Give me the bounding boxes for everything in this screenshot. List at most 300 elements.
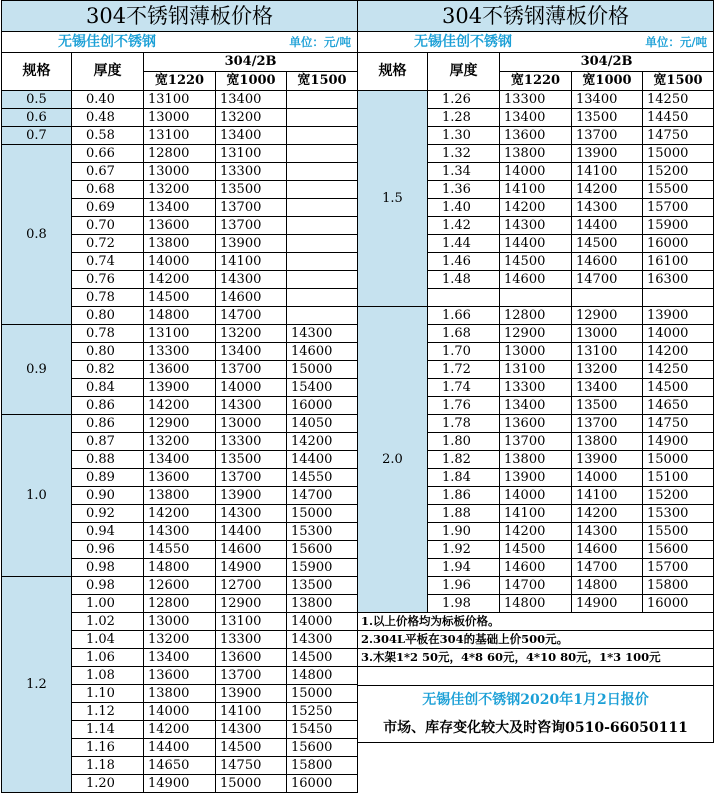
- thickness-cell: 1.84: [428, 469, 500, 487]
- price-cell: 14300: [572, 523, 643, 541]
- grade-header: 304/2B: [500, 53, 714, 72]
- brand-cell: [2, 32, 358, 53]
- note-row: [358, 631, 714, 649]
- price-cell: 14300: [287, 325, 358, 343]
- price-cell: 15000: [643, 451, 714, 469]
- thickness-cell: 1.88: [428, 505, 500, 523]
- thickness-cell: 1.66: [428, 307, 500, 325]
- price-cell: 14400: [144, 739, 216, 757]
- price-cell: 13500: [216, 181, 287, 199]
- price-cell: 12900: [216, 595, 287, 613]
- price-cell: 15500: [643, 181, 714, 199]
- price-cell: 16000: [643, 595, 714, 613]
- price-cell: 12600: [144, 577, 216, 595]
- price-cell: 13400: [144, 649, 216, 667]
- price-cell: 14750: [643, 127, 714, 145]
- price-cell: 12800: [500, 307, 572, 325]
- price-cell: 13600: [144, 667, 216, 685]
- grade-header: 304/2B: [144, 53, 358, 72]
- price-cell: 15000: [287, 505, 358, 523]
- price-cell: 14300: [216, 271, 287, 289]
- price-cell: [287, 163, 358, 181]
- thickness-cell: 1.08: [72, 667, 144, 685]
- price-row: [2, 415, 358, 433]
- price-cell: 14700: [500, 577, 572, 595]
- price-cell: [287, 253, 358, 271]
- price-cell: 14700: [572, 271, 643, 289]
- price-cell: 13600: [500, 127, 572, 145]
- price-cell: 14300: [144, 523, 216, 541]
- spec-cell: 0.5: [2, 91, 72, 109]
- price-cell: 13100: [572, 343, 643, 361]
- price-cell: 14900: [572, 595, 643, 613]
- price-cell: 13400: [572, 379, 643, 397]
- thickness-cell: 1.94: [428, 559, 500, 577]
- price-cell: 12800: [144, 595, 216, 613]
- price-cell: 14100: [500, 181, 572, 199]
- price-cell: 13100: [216, 145, 287, 163]
- price-cell: 13900: [216, 235, 287, 253]
- price-cell: 13000: [144, 109, 216, 127]
- price-cell: 12900: [144, 415, 216, 433]
- price-cell: 13700: [216, 217, 287, 235]
- price-cell: 13400: [500, 397, 572, 415]
- price-cell: 13300: [216, 631, 287, 649]
- price-cell: 13400: [144, 451, 216, 469]
- price-cell: [287, 235, 358, 253]
- price-cell: 16000: [643, 235, 714, 253]
- price-cell: 16000: [287, 775, 358, 793]
- width-header: 宽1500: [287, 72, 358, 91]
- price-cell: 15700: [643, 199, 714, 217]
- price-cell: 13200: [144, 181, 216, 199]
- price-cell: 14650: [643, 397, 714, 415]
- price-cell: 15000: [287, 361, 358, 379]
- price-cell: 14100: [572, 487, 643, 505]
- price-cell: 16000: [287, 397, 358, 415]
- sheet-title: 304不锈钢薄板价格: [358, 1, 714, 32]
- thickness-cell: 1.74: [428, 379, 500, 397]
- thickness-cell: 1.76: [428, 397, 500, 415]
- thickness-cell: 1.70: [428, 343, 500, 361]
- price-cell: 13700: [216, 667, 287, 685]
- price-cell: 13700: [216, 469, 287, 487]
- price-cell: 13800: [500, 145, 572, 163]
- footer-quote-row: [358, 686, 714, 715]
- price-cell: 15200: [643, 163, 714, 181]
- brand-row: [358, 32, 714, 53]
- price-cell: 15000: [643, 145, 714, 163]
- price-cell: 13600: [216, 649, 287, 667]
- price-cell: 13700: [572, 415, 643, 433]
- price-cell: 14500: [287, 649, 358, 667]
- price-cell: 14600: [572, 253, 643, 271]
- thickness-cell: 0.78: [72, 289, 144, 307]
- spec-cell: 0.9: [2, 325, 72, 415]
- price-cell: 15200: [643, 487, 714, 505]
- left-price-table-wrapper: [1, 0, 358, 793]
- thickness-cell: 0.86: [72, 397, 144, 415]
- thickness-cell: 1.04: [72, 631, 144, 649]
- price-cell: 13600: [144, 361, 216, 379]
- price-cell: 14500: [643, 379, 714, 397]
- price-cell: 16300: [643, 271, 714, 289]
- price-cell: 14500: [500, 541, 572, 559]
- price-cell: 14600: [500, 271, 572, 289]
- price-cell: 14700: [216, 307, 287, 325]
- price-cell: 15300: [643, 505, 714, 523]
- price-cell: 15250: [287, 703, 358, 721]
- price-cell: [287, 91, 358, 109]
- price-cell: [643, 289, 714, 307]
- price-cell: 13100: [216, 613, 287, 631]
- price-cell: 13300: [144, 343, 216, 361]
- price-cell: 14200: [572, 181, 643, 199]
- price-cell: 13600: [144, 469, 216, 487]
- price-cell: 14100: [216, 253, 287, 271]
- thickness-cell: 0.80: [72, 307, 144, 325]
- price-cell: 15700: [643, 559, 714, 577]
- price-cell: 14000: [500, 163, 572, 181]
- brand-cell: [358, 32, 714, 53]
- thickness-cell: 0.67: [72, 163, 144, 181]
- title-row: [2, 1, 358, 32]
- price-cell: [287, 307, 358, 325]
- price-cell: 14550: [144, 541, 216, 559]
- price-cell: 14200: [287, 433, 358, 451]
- blank-cell: [358, 667, 714, 686]
- thickness-cell: 0.90: [72, 487, 144, 505]
- sheet-title: 304不锈钢薄板价格: [2, 1, 358, 32]
- width-header: 宽1000: [216, 72, 287, 91]
- thickness-cell: 0.98: [72, 559, 144, 577]
- price-cell: 13900: [144, 379, 216, 397]
- thickness-cell: 0.96: [72, 541, 144, 559]
- thickness-cell: 0.78: [72, 325, 144, 343]
- price-cell: 14100: [500, 505, 572, 523]
- price-cell: 14200: [643, 343, 714, 361]
- price-row: [358, 91, 714, 109]
- price-cell: [287, 199, 358, 217]
- price-cell: 13200: [216, 109, 287, 127]
- price-cell: 14300: [572, 199, 643, 217]
- price-cell: 14500: [144, 289, 216, 307]
- price-cell: 15600: [643, 541, 714, 559]
- price-cell: [287, 217, 358, 235]
- thickness-cell: 0.86: [72, 415, 144, 433]
- price-cell: 14200: [144, 271, 216, 289]
- price-cell: 12900: [572, 307, 643, 325]
- blank-row: [358, 667, 714, 686]
- price-cell: 13300: [216, 433, 287, 451]
- price-cell: 15900: [287, 559, 358, 577]
- thickness-cell: 0.94: [72, 523, 144, 541]
- price-cell: 14900: [216, 559, 287, 577]
- price-cell: 13200: [144, 433, 216, 451]
- price-cell: 14100: [216, 703, 287, 721]
- price-cell: 14000: [144, 253, 216, 271]
- note-row: [358, 649, 714, 667]
- price-cell: 13300: [216, 163, 287, 181]
- price-cell: 14800: [287, 667, 358, 685]
- price-cell: [287, 145, 358, 163]
- price-cell: 14500: [572, 235, 643, 253]
- price-cell: 14600: [572, 541, 643, 559]
- price-cell: 14300: [500, 217, 572, 235]
- price-cell: 14600: [500, 559, 572, 577]
- price-row: [2, 145, 358, 163]
- price-cell: 13700: [572, 127, 643, 145]
- price-cell: [287, 181, 358, 199]
- price-cell: 14200: [144, 397, 216, 415]
- price-cell: 13900: [500, 469, 572, 487]
- price-cell: 13800: [144, 685, 216, 703]
- spec-header: 规格: [358, 53, 428, 91]
- price-cell: 13600: [144, 217, 216, 235]
- price-cell: 14000: [572, 469, 643, 487]
- thickness-cell: 1.44: [428, 235, 500, 253]
- price-cell: 13500: [287, 577, 358, 595]
- price-cell: 14300: [216, 721, 287, 739]
- price-cell: 15100: [643, 469, 714, 487]
- thickness-cell: 1.32: [428, 145, 500, 163]
- price-cell: 13700: [216, 361, 287, 379]
- thickness-cell: 1.18: [72, 757, 144, 775]
- price-cell: [287, 271, 358, 289]
- price-cell: 14600: [287, 343, 358, 361]
- price-cell: 13100: [144, 91, 216, 109]
- price-cell: 15400: [287, 379, 358, 397]
- thickness-cell: 1.36: [428, 181, 500, 199]
- thickness-cell: 0.87: [72, 433, 144, 451]
- thickness-cell: 1.92: [428, 541, 500, 559]
- column-header-row: [2, 53, 358, 72]
- note-text: 1.以上价格均为标板价格。: [358, 613, 714, 631]
- thickness-cell: 0.40: [72, 91, 144, 109]
- note-text: 2.304L平板在304的基础上价500元。: [358, 631, 714, 649]
- thickness-cell: 0.98: [72, 577, 144, 595]
- price-cell: 13100: [144, 325, 216, 343]
- price-row: [2, 127, 358, 145]
- price-cell: 13900: [572, 145, 643, 163]
- thickness-cell: 1.86: [428, 487, 500, 505]
- price-cell: 12700: [216, 577, 287, 595]
- price-cell: 14300: [216, 397, 287, 415]
- spec-cell: 1.2: [2, 577, 72, 793]
- price-cell: 13900: [643, 307, 714, 325]
- price-cell: 13100: [500, 361, 572, 379]
- brand-name: 无锡佳创不锈钢: [414, 34, 512, 50]
- price-cell: [287, 127, 358, 145]
- thickness-cell: 1.12: [72, 703, 144, 721]
- price-cell: 13300: [500, 379, 572, 397]
- price-cell: 15450: [287, 721, 358, 739]
- price-cell: 14000: [144, 703, 216, 721]
- price-cell: 13800: [144, 235, 216, 253]
- price-cell: 13000: [144, 613, 216, 631]
- price-cell: 14000: [500, 487, 572, 505]
- price-cell: 14300: [216, 505, 287, 523]
- column-header-row: [358, 53, 714, 72]
- price-cell: 13600: [500, 415, 572, 433]
- price-cell: 14900: [643, 433, 714, 451]
- price-cell: 14600: [216, 541, 287, 559]
- price-cell: 14400: [500, 235, 572, 253]
- price-cell: 14050: [287, 415, 358, 433]
- price-cell: 14500: [216, 739, 287, 757]
- thickness-cell: 1.42: [428, 217, 500, 235]
- thickness-cell: [428, 289, 500, 307]
- price-cell: 15000: [216, 775, 287, 793]
- thickness-cell: 0.48: [72, 109, 144, 127]
- thickness-cell: 1.20: [72, 775, 144, 793]
- quote-date: 无锡佳创不锈钢2020年1月2日报价: [358, 686, 714, 715]
- note-row: [358, 613, 714, 631]
- thickness-cell: 1.00: [72, 595, 144, 613]
- unit-label: 单位：元/吨: [645, 35, 708, 49]
- width-header: 宽1000: [572, 72, 643, 91]
- price-row: [358, 307, 714, 325]
- price-cell: [500, 289, 572, 307]
- price-cell: 14200: [144, 721, 216, 739]
- price-cell: 13800: [572, 433, 643, 451]
- thickness-cell: 1.78: [428, 415, 500, 433]
- price-row: [2, 577, 358, 595]
- price-cell: [572, 289, 643, 307]
- price-cell: 15600: [287, 739, 358, 757]
- price-row: [2, 325, 358, 343]
- price-cell: 15600: [287, 541, 358, 559]
- thickness-cell: 1.14: [72, 721, 144, 739]
- thickness-cell: 1.30: [428, 127, 500, 145]
- width-header: 宽1220: [144, 72, 216, 91]
- price-row: [2, 109, 358, 127]
- price-cell: 14800: [144, 559, 216, 577]
- thickness-cell: 1.02: [72, 613, 144, 631]
- thickness-cell: 0.88: [72, 451, 144, 469]
- thickness-cell: 0.84: [72, 379, 144, 397]
- thickness-cell: 1.90: [428, 523, 500, 541]
- price-cell: 13700: [216, 199, 287, 217]
- price-cell: 13200: [572, 361, 643, 379]
- thickness-cell: 1.72: [428, 361, 500, 379]
- width-header: 宽1220: [500, 72, 572, 91]
- price-cell: 14250: [643, 361, 714, 379]
- thickness-header: 厚度: [72, 53, 144, 91]
- thickness-cell: 0.66: [72, 145, 144, 163]
- title-row: [358, 1, 714, 32]
- price-cell: 13400: [216, 127, 287, 145]
- price-cell: 13100: [144, 127, 216, 145]
- price-cell: 16100: [643, 253, 714, 271]
- left-price-table: [1, 0, 358, 793]
- unit-label: 单位：元/吨: [289, 35, 352, 49]
- price-cell: 14450: [643, 109, 714, 127]
- price-cell: 14250: [643, 91, 714, 109]
- price-cell: 13000: [216, 415, 287, 433]
- price-cell: 14750: [216, 757, 287, 775]
- price-cell: 14400: [216, 523, 287, 541]
- price-cell: 14100: [572, 163, 643, 181]
- contact-info: 市场、库存变化较大及时咨询0510-66050111: [358, 714, 714, 743]
- spec-cell: 1.0: [2, 415, 72, 577]
- price-cell: 12900: [500, 325, 572, 343]
- price-cell: 14200: [500, 199, 572, 217]
- price-cell: 13400: [144, 199, 216, 217]
- price-cell: 15500: [643, 523, 714, 541]
- price-cell: 13000: [500, 343, 572, 361]
- price-cell: 13000: [572, 325, 643, 343]
- thickness-cell: 1.82: [428, 451, 500, 469]
- price-cell: 15300: [287, 523, 358, 541]
- price-cell: 14000: [643, 325, 714, 343]
- thickness-cell: 1.06: [72, 649, 144, 667]
- price-cell: 13200: [144, 631, 216, 649]
- thickness-cell: 0.92: [72, 505, 144, 523]
- price-cell: 13900: [216, 685, 287, 703]
- thickness-cell: 1.80: [428, 433, 500, 451]
- spec-cell: 0.7: [2, 127, 72, 145]
- spec-cell: 0.6: [2, 109, 72, 127]
- price-cell: 14200: [572, 505, 643, 523]
- spec-cell: 2.0: [358, 307, 428, 613]
- price-cell: 13500: [572, 397, 643, 415]
- thickness-cell: 0.58: [72, 127, 144, 145]
- price-cell: 14400: [287, 451, 358, 469]
- thickness-cell: 1.16: [72, 739, 144, 757]
- thickness-cell: 0.76: [72, 271, 144, 289]
- price-cell: 13400: [500, 109, 572, 127]
- price-cell: 15800: [287, 757, 358, 775]
- price-cell: 13200: [216, 325, 287, 343]
- thickness-cell: 0.82: [72, 361, 144, 379]
- price-cell: 14800: [144, 307, 216, 325]
- note-text: 3.木架1*2 50元，4*8 60元，4*10 80元，1*3 100元: [358, 649, 714, 667]
- brand-row: [2, 32, 358, 53]
- price-cell: 14700: [572, 559, 643, 577]
- thickness-cell: 0.69: [72, 199, 144, 217]
- price-cell: 14600: [216, 289, 287, 307]
- spec-header: 规格: [2, 53, 72, 91]
- price-cell: 14650: [144, 757, 216, 775]
- price-cell: 13300: [500, 91, 572, 109]
- price-cell: 14200: [500, 523, 572, 541]
- price-cell: 14700: [287, 487, 358, 505]
- price-cell: 14550: [287, 469, 358, 487]
- price-cell: 13800: [500, 451, 572, 469]
- thickness-cell: 0.89: [72, 469, 144, 487]
- price-cell: 13900: [572, 451, 643, 469]
- brand-name: 无锡佳创不锈钢: [58, 34, 156, 50]
- thickness-cell: 1.98: [428, 595, 500, 613]
- thickness-cell: 1.28: [428, 109, 500, 127]
- price-cell: 13800: [144, 487, 216, 505]
- thickness-cell: 1.10: [72, 685, 144, 703]
- price-row: [2, 91, 358, 109]
- spec-cell: 1.5: [358, 91, 428, 307]
- price-cell: 14800: [572, 577, 643, 595]
- thickness-cell: 0.70: [72, 217, 144, 235]
- thickness-cell: 1.34: [428, 163, 500, 181]
- thickness-cell: 1.68: [428, 325, 500, 343]
- price-cell: [287, 289, 358, 307]
- thickness-cell: 1.26: [428, 91, 500, 109]
- thickness-cell: 1.96: [428, 577, 500, 595]
- price-cell: 14400: [572, 217, 643, 235]
- price-cell: 14500: [500, 253, 572, 271]
- thickness-cell: 1.48: [428, 271, 500, 289]
- price-cell: 15800: [643, 577, 714, 595]
